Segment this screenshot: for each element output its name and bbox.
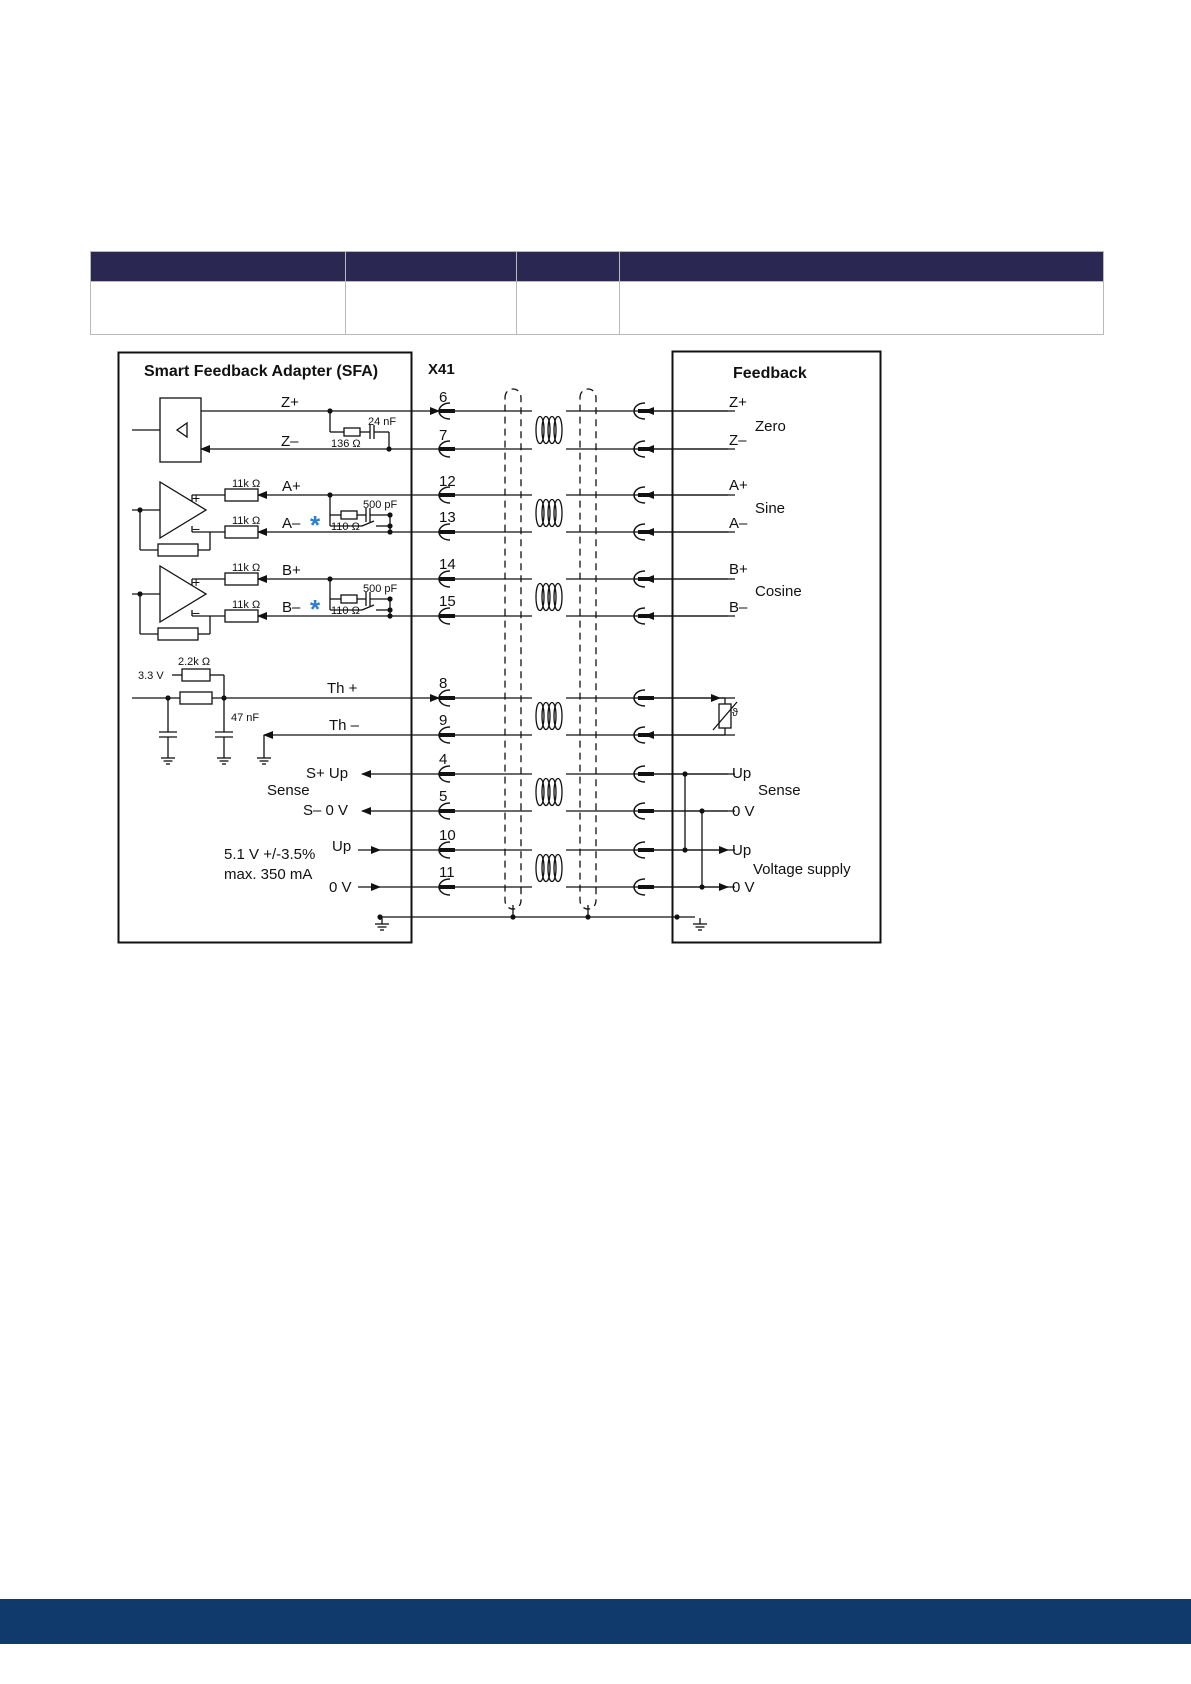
fb-voltage-supply: Voltage supply (753, 861, 851, 878)
fb-cosine: Cosine (755, 583, 802, 600)
sfa-title: Smart Feedback Adapter (SFA) (144, 363, 379, 380)
pin-14: 14 (439, 556, 456, 573)
table-cell (620, 282, 1104, 335)
table-cell (346, 282, 517, 335)
table-header-cell (91, 252, 346, 282)
feedback-title: Feedback (733, 365, 807, 382)
fb-b-plus: B+ (729, 561, 748, 578)
label-b-plus: B+ (282, 562, 301, 579)
label-a-plus: A+ (282, 478, 301, 495)
svg-text:−: − (192, 605, 201, 621)
label-136-ohm: 136 Ω (331, 438, 361, 450)
label-0v: 0 V (329, 879, 352, 896)
pin-numbers (439, 389, 456, 881)
fb-0v-sense: 0 V (732, 803, 755, 820)
label-z-minus: Z– (281, 433, 299, 450)
pin-8: 8 (439, 675, 448, 692)
label-11k-ohm: 11k Ω (232, 599, 261, 611)
table-header-cell (620, 252, 1104, 282)
fb-sine: Sine (755, 500, 786, 517)
asterisk-icon: * (310, 510, 321, 540)
pin-7: 7 (439, 427, 448, 444)
cable-wires (445, 411, 735, 887)
table-header-cell (517, 252, 620, 282)
pin-15: 15 (439, 593, 456, 610)
label-110-ohm: 110 Ω (331, 605, 360, 617)
fb-z-plus: Z+ (729, 394, 747, 411)
label-th-minus: Th – (329, 717, 360, 734)
pin-11: 11 (439, 864, 455, 881)
pin-10: 10 (439, 827, 456, 844)
label-500pf: 500 pF (363, 583, 398, 595)
label-11k-ohm: 11k Ω (232, 562, 261, 574)
fb-a-minus: A– (729, 515, 748, 532)
label-500pf: 500 pF (363, 499, 398, 511)
fb-z-minus: Z– (729, 432, 747, 449)
fb-up-supply: Up (732, 842, 752, 859)
svg-text:+: + (192, 490, 201, 506)
label-b-minus: B– (282, 599, 301, 616)
label-47nf: 47 nF (231, 712, 260, 724)
feedback-box (673, 352, 881, 943)
label-2-2k-ohm: 2.2k Ω (178, 656, 211, 668)
feedback-labels (729, 394, 851, 896)
fb-a-plus: A+ (729, 477, 748, 494)
label-sense: Sense (267, 782, 310, 799)
supply-voltage: 5.1 V +/-3.5% (224, 846, 316, 863)
sfa-circuit (132, 398, 677, 917)
supply-current: max. 350 mA (224, 866, 313, 883)
label-s-plus-up: S+ Up (306, 765, 349, 782)
ground-symbols (161, 752, 707, 930)
label-24nf: 24 nF (368, 416, 397, 428)
pin-13: 13 (439, 509, 456, 526)
table-header-cell (346, 252, 517, 282)
twisted-pairs (532, 406, 566, 893)
cable-shield (505, 389, 596, 909)
theta-symbol: ϑ (732, 707, 739, 719)
pin-5: 5 (439, 788, 448, 805)
table-header-row (91, 252, 1104, 282)
wiring-diagram (100, 340, 900, 950)
fb-0v-supply: 0 V (732, 879, 755, 896)
pin-6: 6 (439, 389, 448, 406)
label-11k-ohm: 11k Ω (232, 515, 261, 527)
fb-b-minus: B– (729, 599, 748, 616)
page-footer-bar (0, 1599, 1191, 1644)
signal-table (90, 251, 1104, 335)
table-cell (517, 282, 620, 335)
fb-zero: Zero (755, 418, 786, 435)
table-cell (91, 282, 346, 335)
pin-9: 9 (439, 712, 448, 729)
feedback-circuit (645, 411, 737, 887)
label-3-3v: 3.3 V (138, 670, 164, 682)
label-z-plus: Z+ (281, 394, 299, 411)
svg-text:+: + (192, 574, 201, 590)
asterisk-icon: * (310, 594, 321, 624)
fb-up-sense: Up (732, 765, 752, 782)
svg-text:−: − (192, 521, 201, 537)
label-11k-ohm: 11k Ω (232, 478, 261, 490)
label-th-plus: Th + (327, 680, 358, 697)
junction-dots (137, 408, 704, 919)
pin-12: 12 (439, 473, 456, 490)
connector-contacts (439, 403, 645, 895)
fb-sense: Sense (758, 782, 801, 799)
label-up: Up (332, 838, 352, 855)
label-110-ohm: 110 Ω (331, 521, 360, 533)
connector-label: X41 (428, 361, 455, 378)
sfa-labels (224, 394, 360, 896)
label-s-minus-0v: S– 0 V (303, 802, 349, 819)
label-a-minus: A– (282, 515, 301, 532)
table-row (91, 282, 1104, 335)
termination-asterisks (310, 510, 321, 624)
pin-4: 4 (439, 751, 448, 768)
